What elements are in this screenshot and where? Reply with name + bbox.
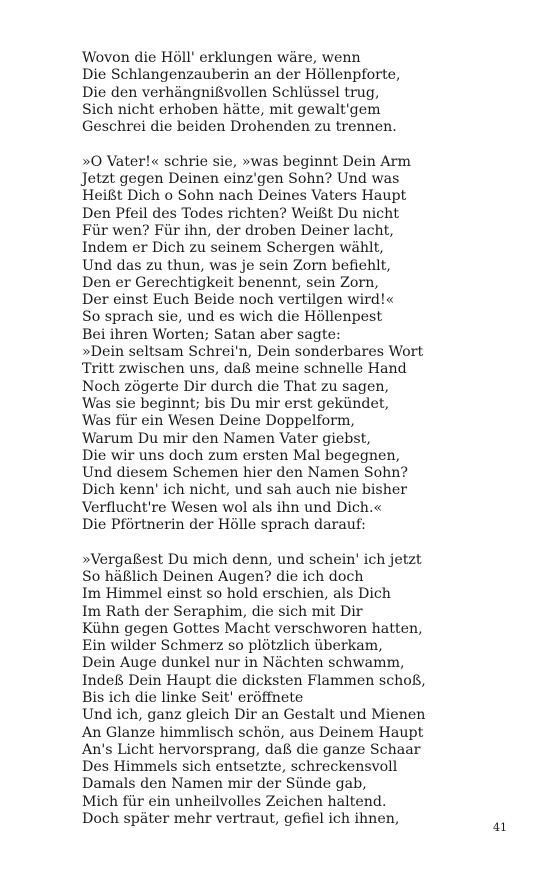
poem-line: Indem er Dich zu seinem Schergen wählt, [82,240,384,257]
poem-line: So häßlich Deinen Augen? die ich doch [82,568,364,585]
poem-line: Mich für ein unheilvolles Zeichen haltend. [82,793,387,810]
poem-line: Die den verhängnißvollen Schlüssel trug, [82,84,380,101]
poem-line: Tritt zwischen uns, daß meine schnelle Hand [82,361,407,378]
poem-line: Warum Du mir den Namen Vater giebst, [82,430,371,447]
poem-line: An's Licht hervorsprang, daß die ganze Schaar [82,741,421,758]
stanza [82,552,522,829]
stanza [82,154,522,535]
poem-line: Geschrei die beiden Drohenden zu trennen. [82,119,397,136]
poem-line: Die Pförtnerin der Hölle sprach darauf: [82,517,366,534]
poem-line: Indeß Dein Haupt die dicksten Flammen schoß, [82,672,426,689]
poem-line: Im Rath der Seraphim, die sich mit Dir [82,603,363,620]
poem-line: Und diesem Schemen hier den Namen Sohn? [82,465,409,482]
poem-line: Jetzt gegen Deinen einz'gen Sohn? Und was [82,171,400,188]
poem-line: Dein Auge dunkel nur in Nächten schwamm, [82,655,405,672]
poem-line: Den Pfeil des Todes richten? Weißt Du nicht [82,205,399,222]
page-number: 41 [493,821,507,834]
poem-line: »Dein seltsam Schrei'n, Dein sonderbares Wort [82,344,424,361]
poem-line: Noch zögerte Dir durch die That zu sagen, [82,378,390,395]
poem-line: Bei ihren Worten; Satan aber sagte: [82,326,341,343]
poem-line: Im Himmel einst so hold erschien, als Dich [82,586,391,603]
poem-line: Heißt Dich o Sohn nach Deines Vaters Haupt [82,188,407,205]
poem-line: Bis ich die linke Seit' eröffnete [82,689,304,706]
poem-line: »Vergaßest Du mich denn, und schein' ich jetzt [82,551,422,568]
poem-line: Wovon die Höll' erklungen wäre, wenn [82,50,361,66]
poem-line: »O Vater!« schrie sie, »was beginnt Dein Arm [82,153,411,170]
poem-line: Des Himmels sich entsetzte, schreckensvoll [82,759,398,776]
poem-line: Damals den Namen mir der Sünde gab, [82,776,367,793]
poem-line: An Glanze himmlisch schön, aus Deinem Haupt [82,724,424,741]
poem-line: Ein wilder Schmerz so plötzlich überkam, [82,638,383,655]
poem-line: Die wir uns doch zum ersten Mal begegnen, [82,447,401,464]
poem-line: Was für ein Wesen Deine Doppelform, [82,413,355,430]
poem-line: Für wen? Für ihn, der droben Deiner lacht, [82,222,394,239]
poem-text [82,50,522,828]
poem-line: Der einst Euch Beide noch vertilgen wird!« [82,292,395,309]
poem-line: Sich nicht erhoben hätte, mit gewalt'gem [82,101,381,118]
stanza [82,50,522,136]
poem-line: Dich kenn' ich nicht, und sah auch nie bisher [82,482,408,499]
poem-line: Verflucht're Wesen wol als ihn und Dich.« [82,499,383,516]
poem-line: Was sie beginnt; bis Du mir erst gekündet, [82,395,390,412]
poem-line: Die Schlangenzauberin an der Höllenpforte, [82,67,401,84]
poem-line: So sprach sie, und es wich die Höllenpest [82,309,383,326]
poem-line: Doch später mehr vertraut, gefiel ich ihnen, [82,811,400,828]
poem-line: Kühn gegen Gottes Macht verschworen hatten, [82,620,423,637]
poem-line: Und das zu thun, was je sein Zorn befiehlt, [82,257,391,274]
poem-line: Und ich, ganz gleich Dir an Gestalt und Mienen [82,707,426,724]
poem-line: Den er Gerechtigkeit benennt, sein Zorn, [82,274,379,291]
